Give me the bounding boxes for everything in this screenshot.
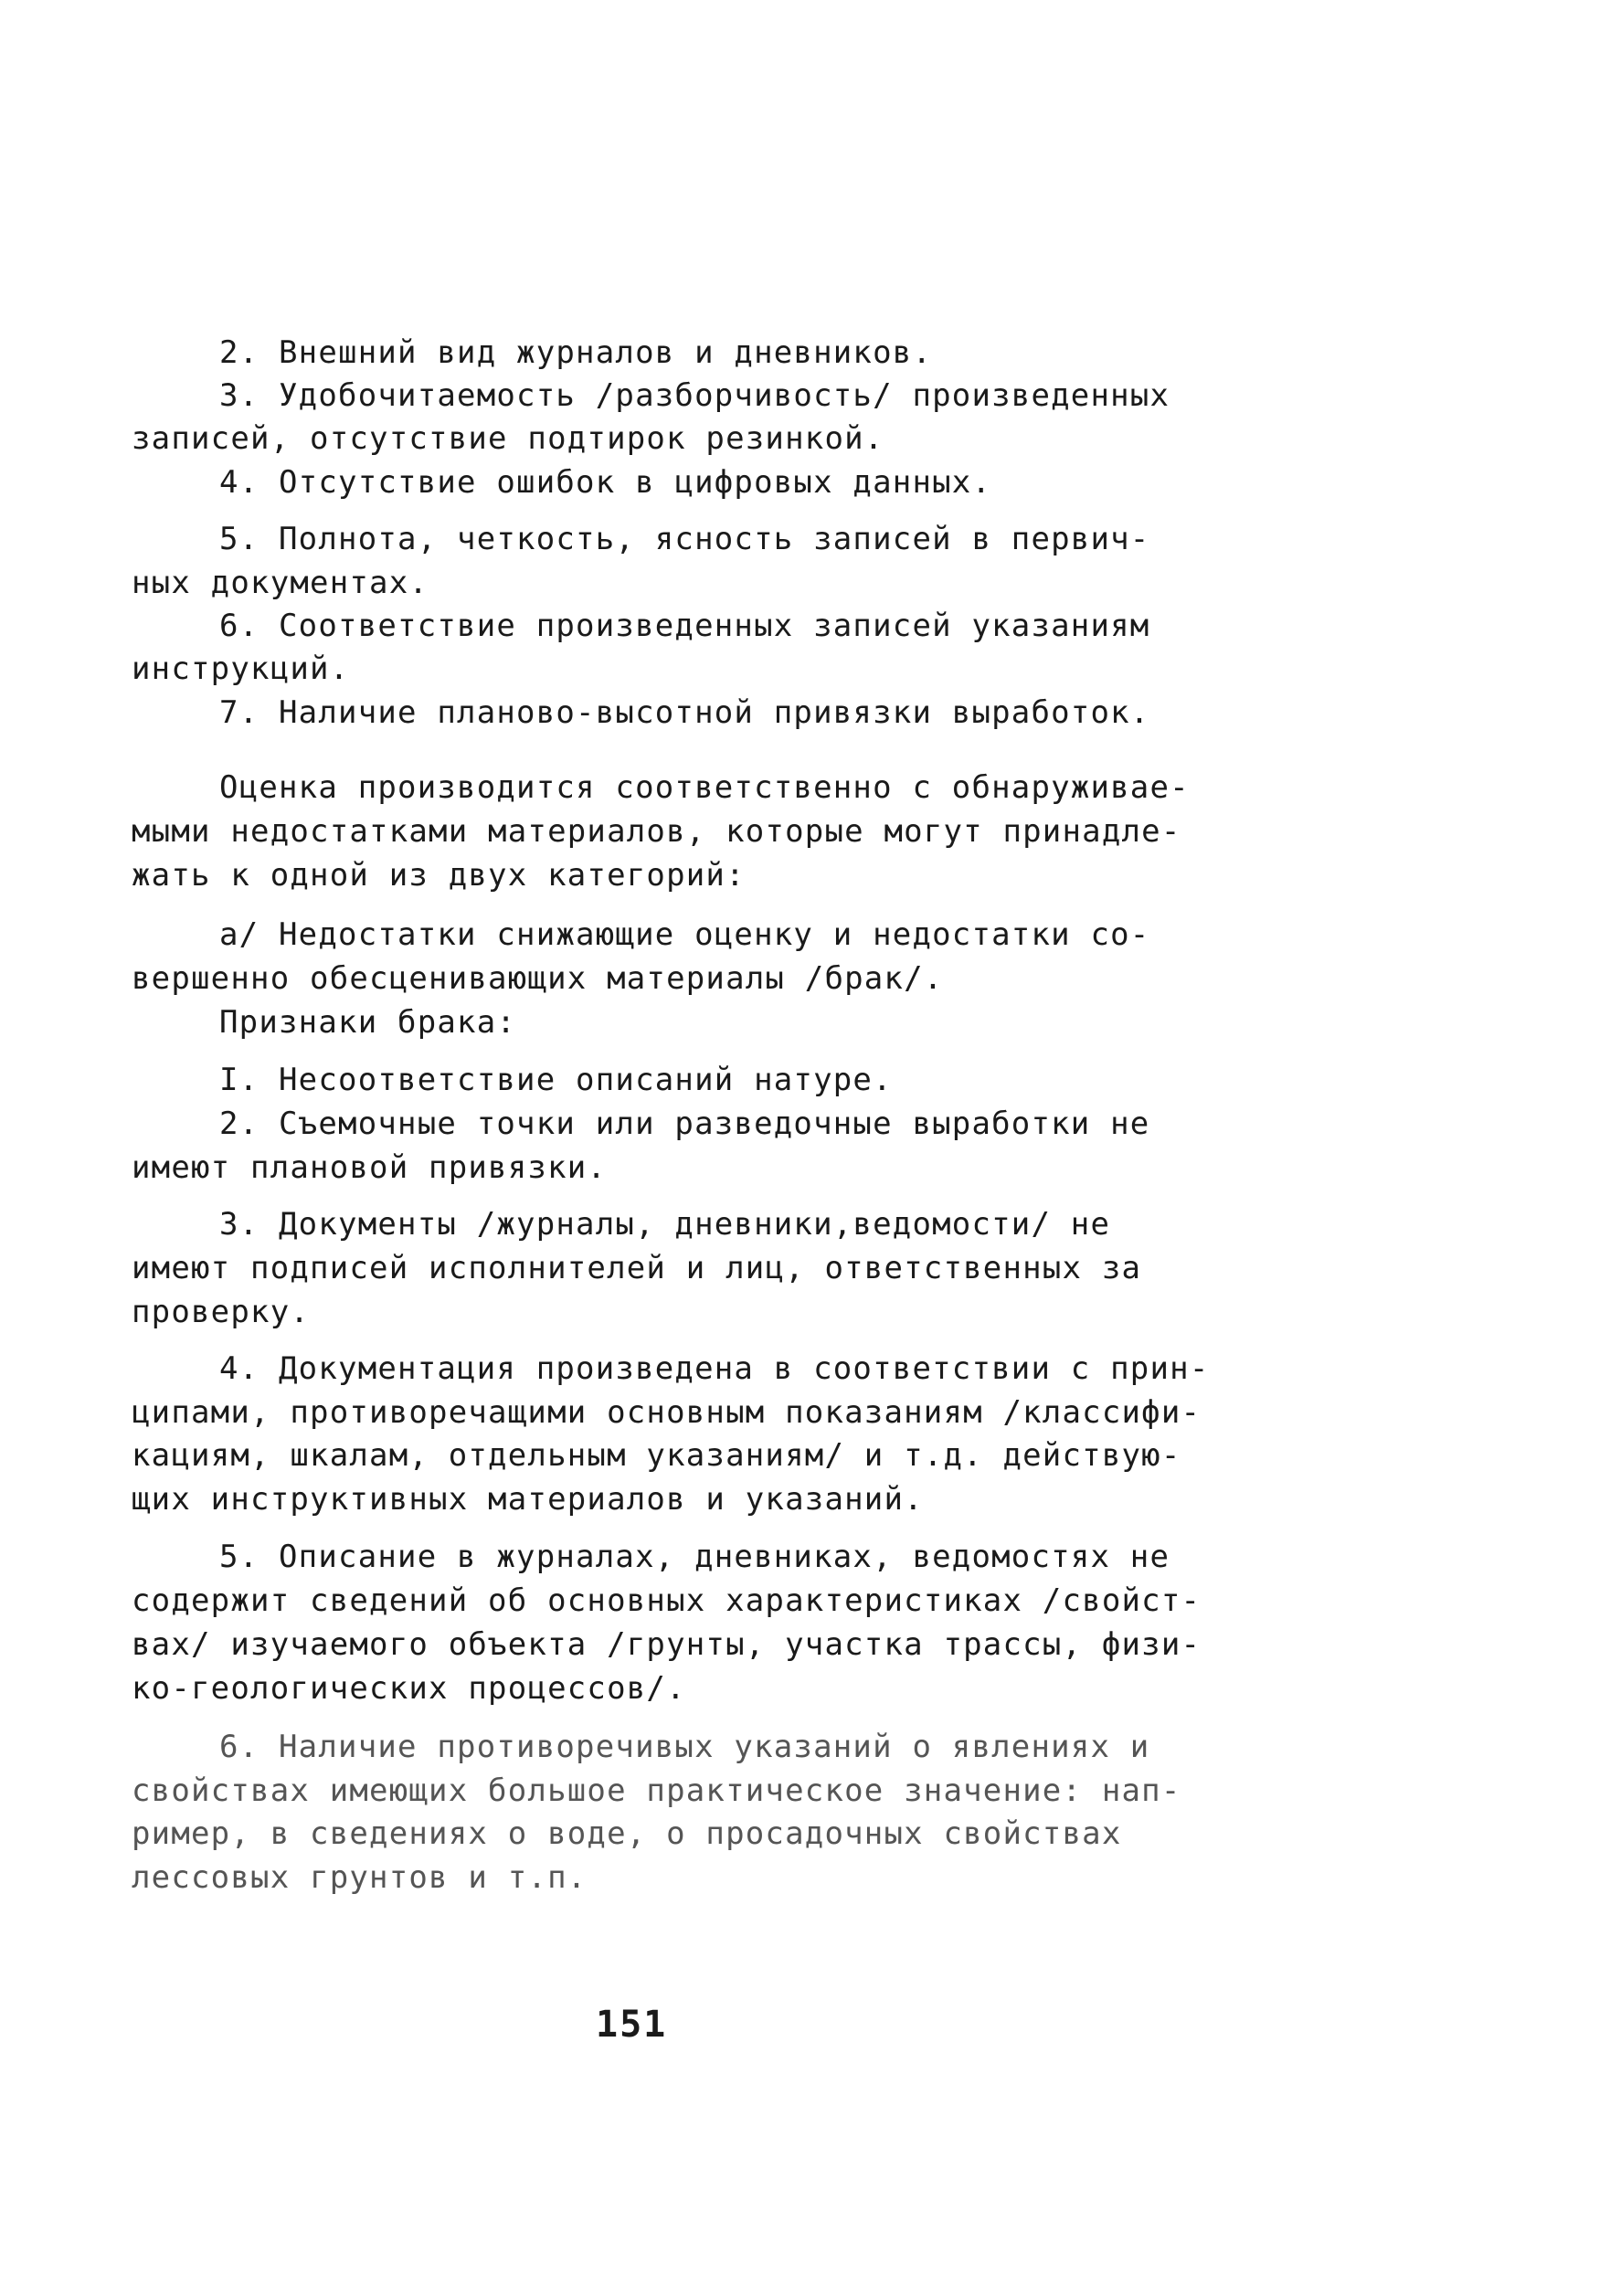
text-line: Оценка производится соответственно с обнаруживае- bbox=[219, 769, 1190, 806]
text-line: ных документах. bbox=[132, 565, 429, 601]
text-line: 3. Удобочитаемость /разборчивость/ произведенных bbox=[219, 377, 1170, 414]
text-line: 4. Отсутствие ошибок в цифровых данных. bbox=[219, 464, 992, 501]
text-line: имеют плановой привязки. bbox=[132, 1149, 608, 1186]
text-line: мыми недостатками материалов, которые могут принадле- bbox=[132, 813, 1181, 850]
text-line: 6. Соответствие произведенных записей указаниям bbox=[219, 608, 1150, 644]
text-line: свойствах имеющих большое практическое значение: нап- bbox=[132, 1772, 1181, 1809]
text-line: вах/ изучаемого объекта /грунты, участка трассы, физи- bbox=[132, 1626, 1202, 1663]
text-line: ко-геологических процессов/. bbox=[132, 1670, 686, 1707]
text-line: проверку. bbox=[132, 1294, 311, 1330]
text-line: Признаки брака: bbox=[219, 1004, 517, 1041]
text-line: щих инструктивных материалов и указаний. bbox=[132, 1481, 924, 1518]
text-line: 4. Документация произведена в соответствии с прин- bbox=[219, 1350, 1210, 1387]
text-line: ример, в сведениях о воде, о просадочных свойствах bbox=[132, 1815, 1122, 1852]
text-line: кациям, шкалам, отдельным указаниям/ и т.д. действую- bbox=[132, 1437, 1181, 1474]
text-line: содержит сведений об основных характеристиках /свойст- bbox=[132, 1582, 1202, 1619]
text-line: жать к одной из двух категорий: bbox=[132, 857, 746, 894]
text-line: инструкций. bbox=[132, 651, 350, 687]
text-line: 5. Полнота, четкость, ясность записей в первич- bbox=[219, 521, 1150, 557]
text-line: ципами, противоречащими основным показаниям /классифи- bbox=[132, 1394, 1202, 1431]
text-line: лессовых грунтов и т.п. bbox=[132, 1859, 588, 1896]
text-line: а/ Недостатки снижающие оценку и недостатки со- bbox=[219, 916, 1150, 953]
text-line: 3. Документы /журналы, дневники,ведомости/ не bbox=[219, 1206, 1111, 1243]
text-line: 7. Наличие планово-высотной привязки выработок. bbox=[219, 694, 1150, 731]
text-line: 6. Наличие противоречивых указаний о явлениях и bbox=[219, 1729, 1150, 1765]
text-line: записей, отсутствие подтирок резинкой. bbox=[132, 420, 884, 457]
text-line: 2. Съемочные точки или разведочные выработки не bbox=[219, 1106, 1150, 1142]
text-line: 2. Внешний вид журналов и дневников. bbox=[219, 334, 933, 371]
text-line: I. Несоответствие описаний натуре. bbox=[219, 1062, 893, 1098]
text-line: имеют подписей исполнителей и лиц, ответственных за bbox=[132, 1250, 1142, 1286]
page-number: 151 bbox=[596, 2004, 668, 2046]
text-line: 5. Описание в журналах, дневниках, ведомостях не bbox=[219, 1539, 1170, 1575]
text-line: вершенно обесценивающих материалы /брак/. bbox=[132, 960, 944, 997]
